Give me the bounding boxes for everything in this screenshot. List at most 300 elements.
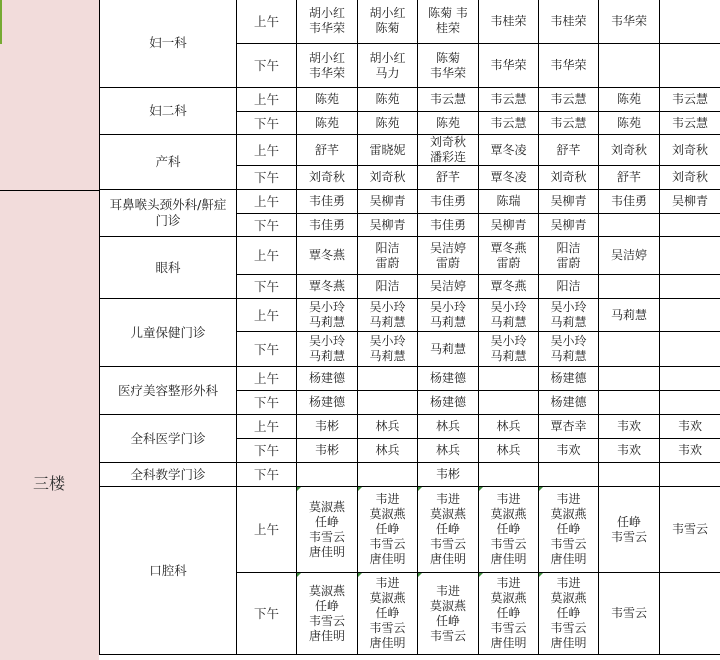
doctor-name: 马莉慧	[550, 315, 587, 329]
doctor-cell	[297, 44, 358, 88]
doctor-name: 唐佳明	[369, 552, 406, 566]
period-cell: 下午	[237, 391, 297, 415]
doctor-cell	[599, 332, 660, 367]
doctor-cell	[599, 463, 660, 487]
doctor-cell	[297, 190, 358, 214]
doctor-name: 舒芊	[616, 170, 641, 184]
doctor-cell	[479, 0, 539, 44]
doctor-cell	[418, 332, 479, 367]
doctor-name: 莫淑燕	[490, 507, 527, 521]
doctor-cell	[599, 439, 660, 463]
doctor-name: 韦雪云	[429, 537, 466, 551]
doctor-name: 吴小玲	[490, 334, 527, 348]
doctor-cell	[539, 332, 599, 367]
doctor-name: 陈苑	[616, 115, 641, 130]
table-row	[100, 190, 720, 214]
period-cell: 下午	[237, 332, 297, 367]
department-name	[100, 463, 237, 487]
doctor-name: 韦云慧	[490, 115, 527, 130]
department-name	[100, 135, 237, 190]
doctor-cell	[599, 190, 660, 214]
doctor-cell	[479, 487, 539, 573]
doctor-cell	[418, 367, 479, 391]
doctor-name: 胡小红	[369, 6, 406, 20]
doctor-name: 韦雪云	[671, 522, 708, 536]
doctor-name: 韦云慧	[490, 92, 527, 106]
doctor-name: 莫淑燕	[429, 598, 466, 613]
doctor-name: 韦雪云	[550, 537, 587, 551]
doctor-name: 刘奇秋	[610, 142, 647, 157]
doctor-name: 韦云慧	[671, 92, 708, 106]
doctor-name: 潘彩连	[429, 150, 466, 164]
doctor-cell	[297, 237, 358, 275]
doctor-cell	[660, 190, 720, 214]
doctor-name: 吴柳青	[369, 217, 406, 232]
doctor-cell	[418, 88, 479, 112]
department-name	[100, 487, 237, 655]
doctor-name: 韦雪云	[610, 529, 647, 544]
doctor-name: 韦进	[496, 576, 521, 590]
doctor-cell	[539, 190, 599, 214]
doctor-cell	[297, 166, 358, 190]
doctor-name: 覃冬凌	[490, 142, 527, 157]
doctor-name: 吴柳青	[550, 217, 587, 232]
doctor-cell	[297, 439, 358, 463]
doctor-cell	[660, 332, 720, 367]
doctor-cell	[358, 439, 418, 463]
doctor-name: 任峥	[496, 522, 521, 536]
department-name-line: 眼科	[155, 259, 181, 275]
doctor-cell	[660, 237, 720, 275]
doctor-cell	[539, 237, 599, 275]
doctor-name: 任峥	[496, 606, 521, 620]
doctor-name: 吴柳青	[671, 194, 708, 208]
department-name	[100, 190, 237, 237]
doctor-name: 阳洁	[375, 240, 400, 255]
doctor-name: 吴柳青	[369, 194, 406, 208]
doctor-name: 唐佳明	[490, 636, 527, 650]
doctor-cell	[479, 463, 539, 487]
doctor-cell	[660, 275, 720, 299]
period-cell: 下午	[237, 112, 297, 135]
doctor-name: 韦雪云	[550, 621, 587, 635]
doctor-cell	[358, 487, 418, 573]
doctor-name: 韦进	[435, 492, 460, 506]
doctor-cell	[418, 190, 479, 214]
doctor-cell	[358, 166, 418, 190]
doctor-name: 任峥	[435, 613, 460, 628]
doctor-name: 韦桂荣	[490, 13, 527, 28]
doctor-name: 吴小玲	[369, 300, 406, 314]
doctor-name: 韦云慧	[550, 115, 587, 130]
doctor-name: 吴洁婷	[610, 248, 647, 262]
doctor-cell	[297, 135, 358, 166]
doctor-name: 雷蔚	[375, 255, 400, 270]
doctor-name: 吴小玲	[550, 300, 587, 314]
period-cell: 上午	[237, 237, 297, 275]
doctor-cell	[418, 237, 479, 275]
floor-column-third-floor	[0, 191, 99, 660]
doctor-cell	[660, 391, 720, 415]
doctor-cell	[599, 391, 660, 415]
doctor-cell	[599, 135, 660, 166]
doctor-name: 陈苑	[375, 92, 400, 106]
doctor-cell	[297, 367, 358, 391]
doctor-cell	[418, 573, 479, 655]
doctor-name: 刘奇秋	[671, 170, 708, 184]
doctor-cell	[599, 367, 660, 391]
doctor-name: 莫淑燕	[490, 591, 527, 605]
doctor-cell	[539, 44, 599, 88]
doctor-name: 陈苑	[314, 115, 339, 130]
doctor-cell	[418, 391, 479, 415]
doctor-cell	[479, 237, 539, 275]
doctor-cell	[358, 415, 418, 439]
doctor-name: 杨建德	[550, 395, 587, 409]
doctor-name: 韦佳勇	[308, 194, 345, 208]
doctor-cell	[539, 367, 599, 391]
doctor-name: 阳洁	[556, 240, 581, 255]
doctor-cell	[358, 299, 418, 332]
doctor-cell	[660, 299, 720, 332]
doctor-cell	[539, 135, 599, 166]
doctor-name: 陈苑	[375, 115, 400, 130]
doctor-name: 任峥	[556, 522, 581, 536]
doctor-name: 覃冬凌	[490, 170, 527, 184]
period-cell: 上午	[237, 88, 297, 112]
doctor-cell	[418, 275, 479, 299]
doctor-name: 杨建德	[429, 395, 466, 409]
doctor-name: 韦雪云	[490, 537, 527, 551]
department-name	[100, 88, 237, 135]
doctor-name: 林兵	[435, 419, 460, 433]
doctor-cell	[479, 88, 539, 112]
doctor-name: 韦进	[375, 492, 400, 506]
table-row	[100, 487, 720, 573]
doctor-name: 覃冬燕	[308, 248, 345, 262]
doctor-name: 刘奇秋	[369, 170, 406, 184]
doctor-cell	[358, 214, 418, 237]
doctor-name: 吴小玲	[490, 300, 527, 314]
doctor-name: 韦彬	[435, 467, 460, 481]
doctor-cell	[660, 166, 720, 190]
doctor-cell	[599, 44, 660, 88]
doctor-cell	[297, 415, 358, 439]
doctor-cell	[479, 415, 539, 439]
doctor-name: 韦云慧	[550, 92, 587, 106]
table-row	[100, 237, 720, 275]
doctor-cell	[660, 88, 720, 112]
period-cell: 下午	[237, 44, 297, 88]
doctor-name: 莫淑燕	[429, 507, 466, 521]
doctor-cell	[599, 0, 660, 44]
table-row	[100, 367, 720, 391]
doctor-name: 任峥	[435, 522, 460, 536]
doctor-name: 韦雪云	[490, 621, 527, 635]
doctor-cell	[358, 237, 418, 275]
doctor-cell	[297, 299, 358, 332]
doctor-name: 覃杏幸	[550, 419, 587, 433]
doctor-name: 覃冬燕	[490, 279, 527, 293]
doctor-name: 韦彬	[314, 443, 339, 457]
doctor-cell	[358, 463, 418, 487]
doctor-cell	[418, 112, 479, 135]
doctor-name: 刘奇秋	[308, 170, 345, 184]
doctor-name: 马莉慧	[308, 315, 345, 329]
doctor-name: 舒芊	[556, 142, 581, 157]
doctor-name: 韦雪云	[369, 621, 406, 635]
doctor-cell	[479, 166, 539, 190]
doctor-name: 陈菊	[375, 21, 400, 35]
doctor-cell	[599, 166, 660, 190]
doctor-name: 胡小红	[308, 50, 345, 65]
department-name	[100, 237, 237, 299]
doctor-cell	[418, 487, 479, 573]
doctor-name: 唐佳明	[369, 636, 406, 650]
doctor-name: 韦桂荣	[550, 13, 587, 28]
doctor-cell	[358, 573, 418, 655]
doctor-cell	[539, 112, 599, 135]
period-cell: 下午	[237, 439, 297, 463]
doctor-name: 杨建德	[550, 371, 587, 385]
doctor-cell	[297, 487, 358, 573]
doctor-name: 马莉慧	[429, 315, 466, 329]
department-name	[100, 367, 237, 415]
department-name-line: 妇二科	[149, 103, 187, 118]
doctor-cell	[418, 439, 479, 463]
doctor-name: 韦进	[556, 576, 581, 590]
doctor-name: 马莉慧	[369, 315, 406, 329]
doctor-name: 韦欢	[677, 419, 702, 433]
doctor-name: 韦雪云	[610, 606, 647, 620]
doctor-cell	[418, 135, 479, 166]
doctor-name: 韦华荣	[308, 65, 345, 80]
doctor-cell	[418, 44, 479, 88]
doctor-cell	[297, 391, 358, 415]
period-cell: 上午	[237, 367, 297, 391]
department-name-line: 医疗美容整形外科	[117, 382, 218, 398]
period-cell: 上午	[237, 135, 297, 166]
doctor-name: 陈苑	[435, 115, 460, 130]
doctor-cell	[297, 112, 358, 135]
doctor-name: 吴小玲	[550, 334, 587, 348]
doctor-cell	[479, 332, 539, 367]
department-name-line: 产科	[155, 154, 181, 169]
doctor-cell	[539, 275, 599, 299]
doctor-cell	[539, 391, 599, 415]
doctor-cell	[358, 88, 418, 112]
department-name-line: 门诊	[155, 213, 181, 228]
doctor-name: 韦雪云	[308, 613, 345, 628]
doctor-cell	[599, 573, 660, 655]
doctor-cell	[297, 275, 358, 299]
doctor-name: 韦华荣	[308, 21, 345, 35]
doctor-cell	[297, 573, 358, 655]
doctor-cell	[418, 299, 479, 332]
table-row	[100, 415, 720, 439]
floor-label: 三楼	[33, 474, 66, 493]
table-row	[100, 88, 720, 112]
doctor-name: 唐佳明	[308, 544, 345, 559]
doctor-name: 陈苑	[314, 92, 339, 106]
doctor-name: 唐佳明	[429, 552, 466, 566]
doctor-cell	[479, 190, 539, 214]
doctor-cell	[539, 166, 599, 190]
department-name	[100, 415, 237, 463]
doctor-cell	[479, 214, 539, 237]
doctor-name: 韦欢	[556, 443, 581, 457]
department-name-line: 全科医学门诊	[130, 430, 206, 446]
doctor-name: 桂荣	[435, 21, 460, 35]
doctor-name: 韦华荣	[610, 13, 647, 28]
doctor-name: 杨建德	[308, 371, 345, 385]
doctor-cell	[660, 463, 720, 487]
doctor-cell	[297, 463, 358, 487]
department-name-line: 口腔科	[149, 562, 187, 578]
doctor-name: 马莉慧	[490, 315, 527, 329]
doctor-cell	[418, 415, 479, 439]
doctor-name: 刘奇秋	[550, 170, 587, 184]
doctor-name: 陈苑	[616, 92, 641, 106]
doctor-cell	[539, 573, 599, 655]
doctor-cell	[297, 88, 358, 112]
doctor-cell	[660, 367, 720, 391]
period-cell: 下午	[237, 463, 297, 487]
doctor-name: 雷蔚	[556, 255, 581, 270]
table-row	[100, 463, 720, 487]
doctor-name: 任峥	[375, 606, 400, 620]
doctor-cell	[539, 439, 599, 463]
doctor-cell	[479, 112, 539, 135]
doctor-name: 韦欢	[677, 443, 702, 457]
doctor-cell	[539, 214, 599, 237]
doctor-name: 韦进	[556, 492, 581, 506]
doctor-name: 韦华荣	[490, 58, 527, 72]
doctor-cell	[479, 439, 539, 463]
period-cell: 下午	[237, 573, 297, 655]
department-name-line: 妇一科	[149, 35, 187, 50]
department-name-line: 全科教学门诊	[130, 466, 206, 482]
doctor-cell	[358, 112, 418, 135]
doctor-name: 刘奇秋	[671, 142, 708, 157]
doctor-cell	[297, 332, 358, 367]
floor-separator	[0, 190, 99, 191]
doctor-name: 唐佳明	[490, 552, 527, 566]
doctor-name: 莫淑燕	[308, 499, 345, 514]
doctor-name: 陈菊	[435, 50, 460, 65]
doctor-name: 韦雪云	[429, 628, 466, 643]
doctor-cell	[479, 275, 539, 299]
doctor-name: 韦佳勇	[308, 217, 345, 232]
doctor-cell	[297, 214, 358, 237]
doctor-name: 韦华荣	[429, 65, 466, 80]
doctor-name: 唐佳明	[550, 552, 587, 566]
doctor-cell	[358, 190, 418, 214]
doctor-cell	[599, 415, 660, 439]
period-cell: 下午	[237, 166, 297, 190]
doctor-name: 韦欢	[616, 443, 641, 457]
doctor-name: 杨建德	[308, 395, 345, 409]
doctor-cell	[539, 88, 599, 112]
department-name	[100, 299, 237, 367]
doctor-name: 覃冬燕	[308, 279, 345, 293]
doctor-name: 杨建德	[429, 371, 466, 385]
doctor-name: 林兵	[496, 443, 521, 457]
doctor-cell	[479, 299, 539, 332]
doctor-cell	[539, 487, 599, 573]
doctor-name: 马莉慧	[490, 349, 527, 363]
floor-column-upper	[0, 0, 99, 190]
doctor-name: 韦进	[496, 492, 521, 506]
doctor-name: 马莉慧	[369, 349, 406, 363]
doctor-name: 韦彬	[314, 419, 339, 433]
doctor-name: 雷蔚	[435, 255, 460, 270]
doctor-cell	[479, 573, 539, 655]
doctor-name: 刘奇秋	[429, 135, 466, 149]
doctor-cell	[599, 88, 660, 112]
doctor-name: 莫淑燕	[369, 507, 406, 521]
doctor-name: 吴小玲	[308, 300, 345, 314]
doctor-name: 胡小红	[308, 6, 345, 20]
doctor-name: 马莉慧	[308, 349, 345, 363]
doctor-cell	[418, 166, 479, 190]
doctor-cell	[660, 487, 720, 573]
doctor-name: 韦佳勇	[429, 217, 466, 232]
department-name-line: 儿童保健门诊	[130, 324, 206, 340]
table-row	[100, 299, 720, 332]
doctor-name: 任峥	[314, 514, 339, 529]
doctor-name: 任峥	[375, 522, 400, 536]
doctor-name: 陈菊 韦	[428, 6, 468, 20]
doctor-cell	[479, 367, 539, 391]
doctor-cell	[479, 44, 539, 88]
doctor-cell	[539, 0, 599, 44]
doctor-name: 唐佳明	[308, 628, 345, 643]
table-row	[100, 0, 720, 44]
doctor-cell	[660, 214, 720, 237]
doctor-name: 韦雪云	[369, 537, 406, 551]
doctor-cell	[599, 275, 660, 299]
doctor-name: 吴小玲	[308, 334, 345, 348]
doctor-cell	[297, 0, 358, 44]
doctor-name: 韦进	[375, 576, 400, 590]
doctor-cell	[660, 0, 720, 44]
doctor-name: 舒芊	[314, 142, 339, 157]
doctor-cell	[418, 214, 479, 237]
schedule-table	[99, 0, 720, 655]
doctor-cell	[660, 415, 720, 439]
doctor-name: 吴柳青	[490, 217, 527, 232]
doctor-name: 陈瑞	[496, 194, 521, 208]
doctor-name: 雷蔚	[496, 255, 521, 270]
doctor-name: 韦华荣	[550, 58, 587, 72]
doctor-name: 吴柳青	[550, 194, 587, 208]
doctor-cell	[418, 0, 479, 44]
doctor-cell	[660, 439, 720, 463]
doctor-name: 莫淑燕	[550, 591, 587, 605]
department-name	[100, 0, 237, 88]
doctor-name: 莫淑燕	[550, 507, 587, 521]
doctor-name: 林兵	[496, 419, 521, 433]
doctor-name: 韦云慧	[671, 115, 708, 130]
doctor-name: 覃冬燕	[490, 240, 527, 255]
doctor-name: 吴洁婷	[429, 279, 466, 293]
doctor-cell	[358, 0, 418, 44]
doctor-cell	[358, 332, 418, 367]
doctor-cell	[418, 463, 479, 487]
doctor-name: 任峥	[616, 514, 641, 529]
doctor-name: 林兵	[375, 419, 400, 433]
